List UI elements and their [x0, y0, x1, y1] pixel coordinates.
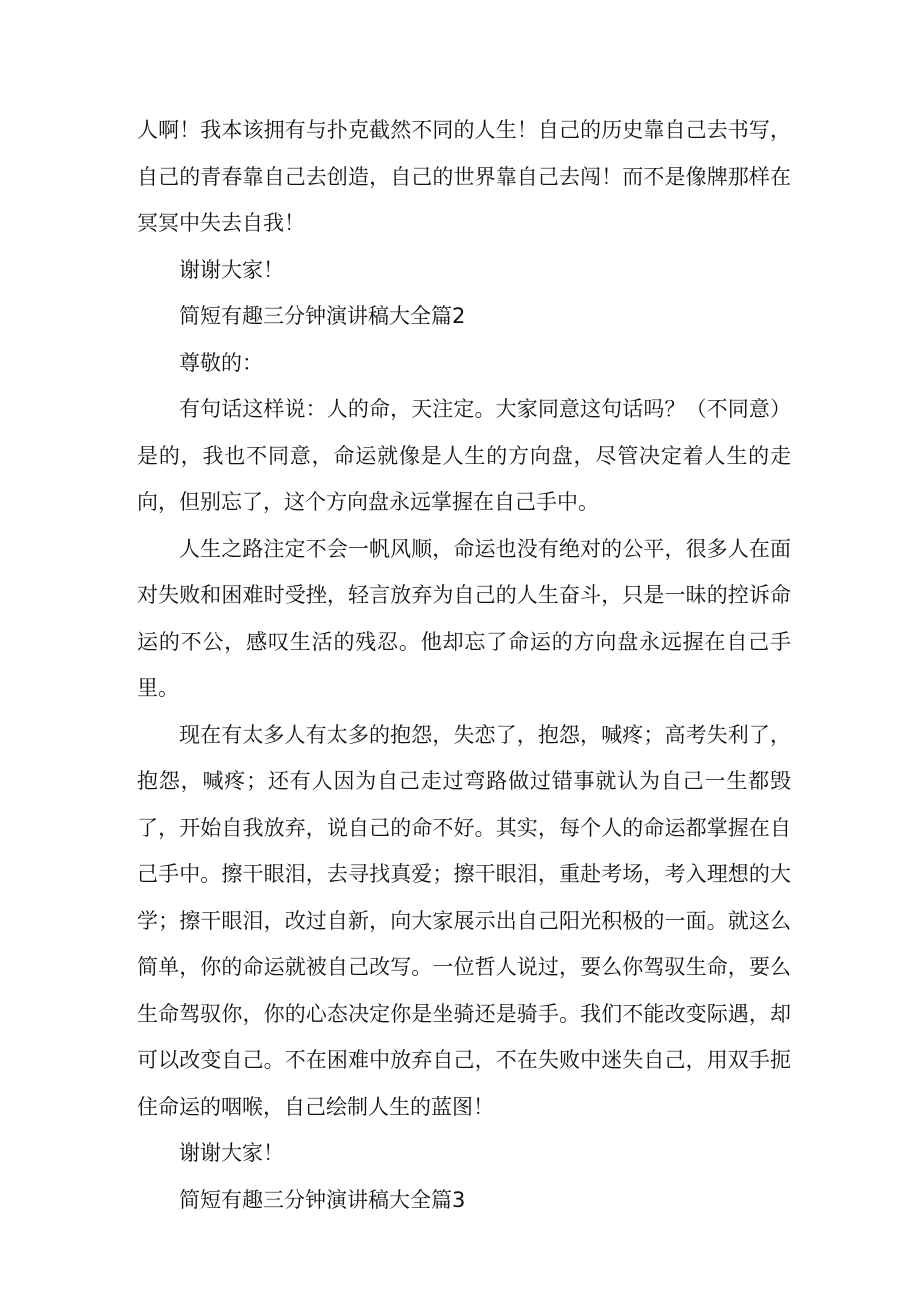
paragraph-body-1: 有句话这样说：人的命，天注定。大家同意这句话吗？（不同意）是的，我也不同意，命运就像是人生的方向盘，尽管决定着人生的走向，但别忘了，这个方向盘永远掌握在自己手中。 [137, 397, 791, 514]
section-heading-3: 简短有趣三分钟演讲稿大全篇3 [179, 1187, 466, 1212]
paragraph-body-3: 现在有太多人有太多的抱怨，失恋了，抱怨，喊疼；高考失利了，抱怨，喊疼；还有人因为自己走过弯路做过错事就认为自己一生都毁了，开始自我放弃，说自己的命不好。其实，每个人的命运都掌握在自己手中。擦干眼泪，去寻找真爱；擦干眼泪，重赴考场，考入理想的大学；擦干眼泪，改过自新，向大家展示出自己阳光积极的一面。就这么简单，你的命运就被自己改写。一位哲人说过，要么你驾驭生命，要么生命驾驭你，你的心态决定你是坐骑还是骑手。我们不能改变际遇，却可以改变自己。不在困难中放弃自己，不在失败中迷失自己，用双手扼住命运的咽喉，自己绘制人生的蓝图！ [137, 722, 791, 1119]
section-heading-2: 简短有趣三分钟演讲稿大全篇2 [179, 304, 466, 328]
paragraph-body-2: 人生之路注定不会一帆风顺，命运也没有绝对的公平，很多人在面对失败和困难时受挫，轻言放弃为自己的人生奋斗，只是一昧的控诉命运的不公，感叹生活的残忍。他却忘了命运的方向盘永远握在自己手里。 [137, 536, 791, 700]
paragraph-continuation: 人啊！我本该拥有与扑克截然不同的人生！自己的历史靠自己去书写，自己的青春靠自己去创造，自己的世界靠自己去闯！而不是像牌那样在冥冥中失去自我！ [137, 118, 791, 235]
document-body [137, 107, 791, 1223]
paragraph-thanks: 谢谢大家！ [179, 257, 284, 282]
paragraph-thanks-2: 谢谢大家！ [179, 1141, 284, 1165]
salutation: 尊敬的： [179, 350, 263, 375]
